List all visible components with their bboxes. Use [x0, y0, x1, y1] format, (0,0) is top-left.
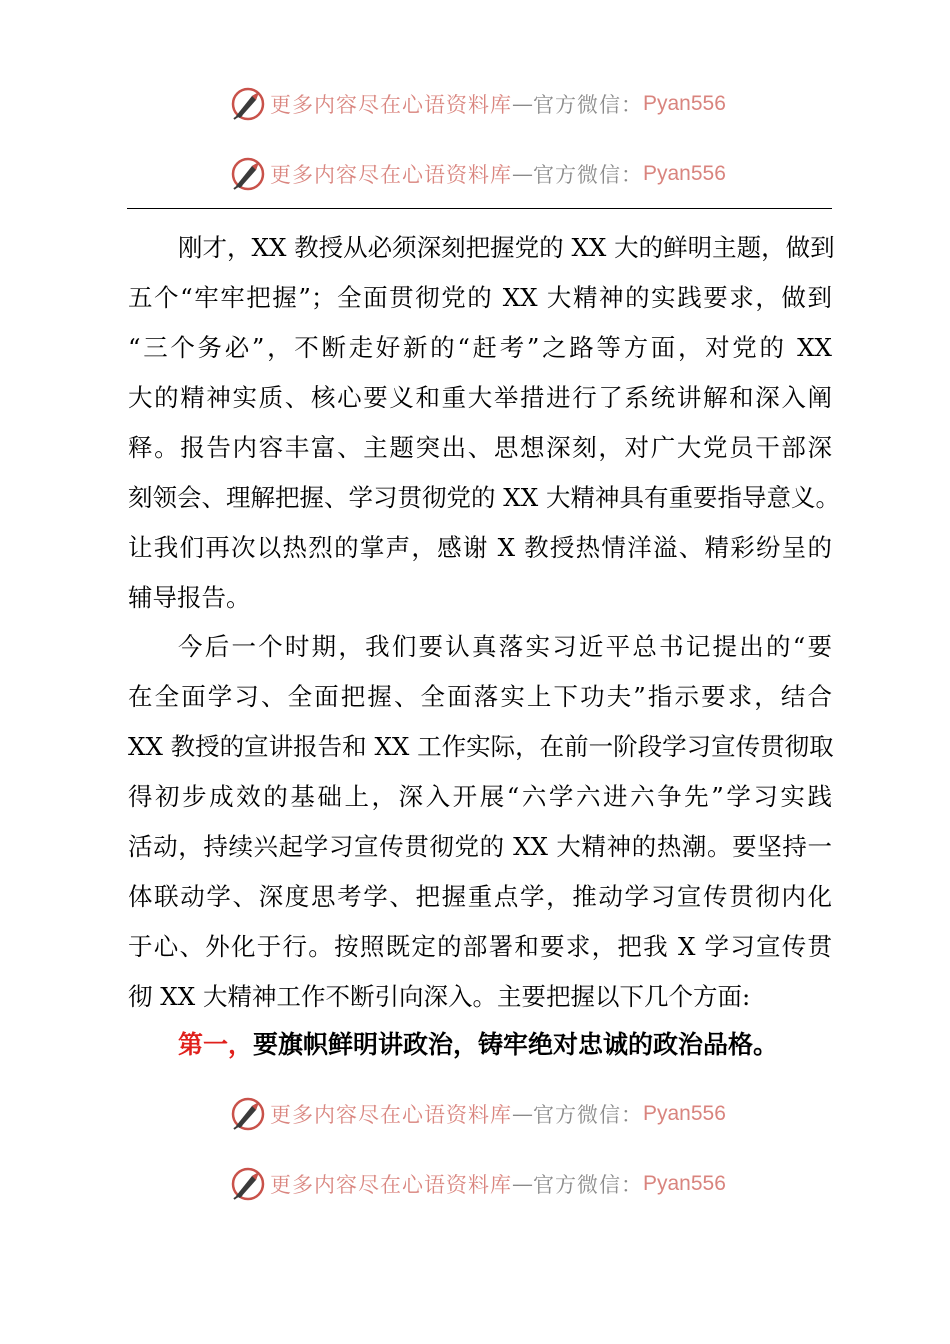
watermark-wechat-label: 官方微信： [533, 1103, 643, 1127]
watermark-text: 更多内容尽在心语资料库 [270, 93, 512, 117]
watermark-text: 更多内容尽在心语资料库 [270, 1103, 512, 1127]
watermark-wechat-id: Pyan556 [643, 1102, 726, 1125]
paragraph-line: 活动，持续兴起学习宣传贯彻党的 XX 大精神的热潮。要坚持一 [128, 832, 832, 861]
quill-logo-icon [230, 156, 266, 192]
paragraph-2 [128, 622, 832, 1022]
watermark-wechat-id: Pyan556 [643, 92, 726, 115]
watermark-banner [230, 86, 750, 122]
paragraph-line: 让我们再次以热烈的掌声，感谢 X 教授热情洋溢、精彩纷呈的 [128, 533, 832, 562]
watermark-text: 更多内容尽在心语资料库 [270, 1173, 512, 1197]
watermark-text: 更多内容尽在心语资料库 [270, 163, 512, 187]
paragraph-line: 刻领会、理解把握、学习贯彻党的 XX 大精神具有重要指导意义。 [128, 483, 840, 512]
watermark-banner [230, 1166, 750, 1202]
watermark-wechat-label: 官方微信： [533, 1173, 643, 1197]
heading-text: 要旗帜鲜明讲政治，铸牢绝对忠诚的政治品格。 [253, 1030, 779, 1059]
paragraph-line: 得初步成效的基础上，深入开展“六学六进六争先”学习实践 [128, 782, 832, 811]
paragraph-line: “三个务必”，不断走好新的“赶考”之路等方面，对党的 XX [128, 333, 832, 362]
watermark-wechat-label: 官方微信： [533, 93, 643, 117]
quill-logo-icon [230, 1166, 266, 1202]
watermark-dash: — [512, 162, 533, 186]
paragraph-line: 体联动学、深度思考学、把握重点学，推动学习宣传贯彻内化 [128, 882, 832, 911]
section-heading [178, 1024, 778, 1066]
watermark-banner [230, 1096, 750, 1132]
paragraph-line: XX 教授的宣讲报告和 XX 工作实际，在前一阶段学习宣传贯彻取 [128, 732, 834, 761]
header-divider [127, 208, 832, 209]
paragraph-line: 释。报告内容丰富、主题突出、思想深刻，对广大党员干部深 [128, 433, 832, 462]
paragraph-line: 彻 XX 大精神工作不断引向深入。主要把握以下几个方面: [128, 982, 751, 1011]
paragraph-line: 今后一个时期，我们要认真落实习近平总书记提出的“要 [178, 632, 832, 661]
quill-logo-icon [230, 86, 266, 122]
paragraph-line: 刚才，XX 教授从必须深刻把握党的 XX 大的鲜明主题，做到 [178, 233, 835, 262]
paragraph-line: 在全面学习、全面把握、全面落实上下功夫”指示要求，结合 [128, 682, 832, 711]
watermark-dash: — [512, 1172, 533, 1196]
watermark-banner [230, 156, 750, 192]
watermark-wechat-label: 官方微信： [533, 163, 643, 187]
paragraph-line: 辅导报告。 [128, 583, 251, 612]
paragraph-line: 五个“牢牢把握”；全面贯彻党的 XX 大精神的实践要求，做到 [128, 283, 832, 312]
paragraph-line: 大的精神实质、核心要义和重大举措进行了系统讲解和深入阐 [128, 383, 832, 412]
quill-logo-icon [230, 1096, 266, 1132]
watermark-dash: — [512, 92, 533, 116]
heading-lead: 第一， [178, 1030, 254, 1059]
paragraph-line: 于心、外化于行。按照既定的部署和要求，把我 X 学习宣传贯 [128, 932, 832, 961]
watermark-dash: — [512, 1102, 533, 1126]
paragraph-1 [128, 223, 840, 623]
watermark-wechat-id: Pyan556 [643, 1172, 726, 1195]
watermark-wechat-id: Pyan556 [643, 162, 726, 185]
